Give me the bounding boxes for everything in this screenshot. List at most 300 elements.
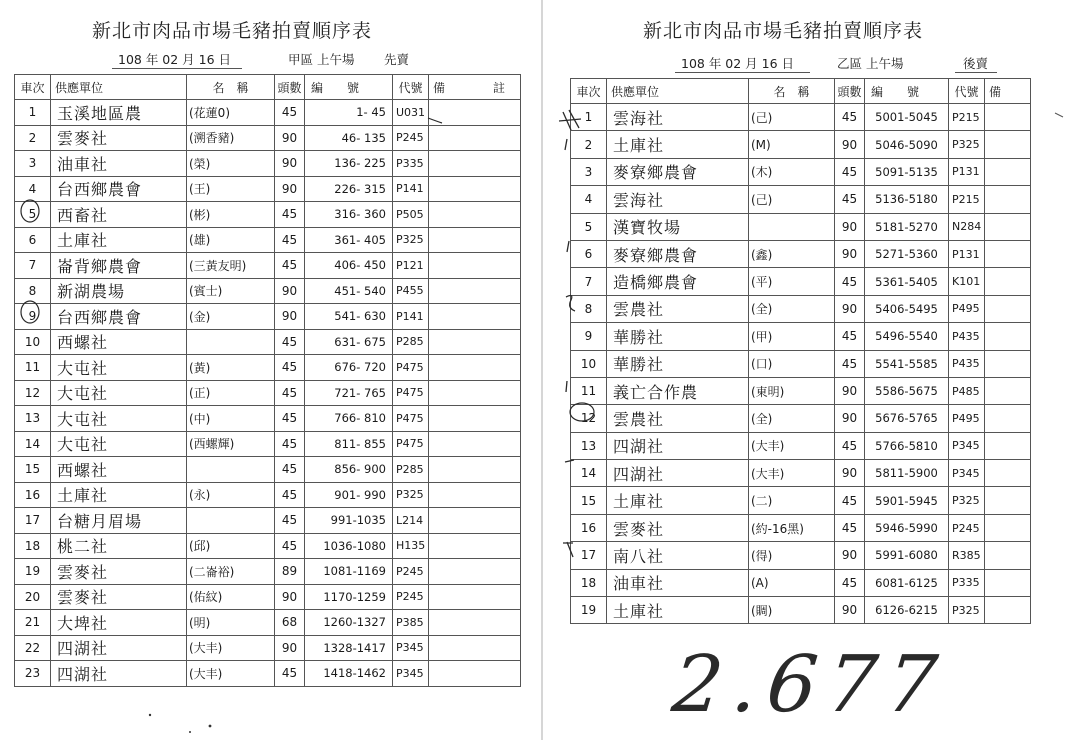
car-no-cell: 1 [15, 100, 51, 126]
car-no-cell: 17 [15, 508, 51, 534]
left-sheet [0, 0, 540, 740]
supplier-cell: 四湖社 [51, 661, 187, 687]
heads-cell: 90 [835, 295, 865, 322]
heads-cell: 45 [275, 482, 305, 508]
table-row [15, 304, 521, 330]
heads-cell: 45 [275, 661, 305, 687]
car-no-cell: 17 [571, 542, 607, 569]
supplier-cell: 華勝社 [607, 350, 749, 377]
supplier-cell: 土庫社 [607, 487, 749, 514]
supplier-cell: 四湖社 [51, 635, 187, 661]
table-row [571, 377, 1031, 404]
table-row [15, 202, 521, 228]
car-no-cell: 8 [571, 295, 607, 322]
page-fold [541, 0, 543, 740]
name-cell [187, 329, 275, 355]
number-cell: 1036-1080 [305, 533, 393, 559]
note-cell [429, 329, 521, 355]
supplier-cell: 土庫社 [607, 597, 749, 624]
table-row [15, 406, 521, 432]
name-cell: (約-16黑) [749, 514, 835, 541]
code-cell: P385 [393, 610, 429, 636]
table-row [571, 542, 1031, 569]
number-cell: 361- 405 [305, 227, 393, 253]
name-cell: (大丰) [187, 661, 275, 687]
number-cell: 5811-5900 [865, 460, 949, 487]
heads-cell: 90 [275, 125, 305, 151]
car-no-cell: 23 [15, 661, 51, 687]
code-cell: P245 [393, 559, 429, 585]
note-cell [429, 176, 521, 202]
note-cell [985, 350, 1031, 377]
car-no-cell: 22 [15, 635, 51, 661]
name-cell: (二崙裕) [187, 559, 275, 585]
table-row [15, 227, 521, 253]
number-cell: 1260-1327 [305, 610, 393, 636]
name-cell: (花蓮0) [187, 100, 275, 126]
number-cell: 5496-5540 [865, 323, 949, 350]
note-cell [985, 432, 1031, 459]
heads-cell: 45 [275, 431, 305, 457]
heads-cell: 45 [275, 100, 305, 126]
table-row [15, 100, 521, 126]
code-cell: P495 [949, 295, 985, 322]
right-table [570, 78, 1031, 624]
code-cell: P285 [393, 457, 429, 483]
heads-cell: 45 [275, 227, 305, 253]
right-date: 108 年 02 月 16 日 [681, 56, 795, 71]
table-row [15, 482, 521, 508]
supplier-cell: 造橋鄉農會 [607, 268, 749, 295]
heads-cell: 45 [275, 508, 305, 534]
code-cell: P345 [949, 432, 985, 459]
code-cell: N284 [949, 213, 985, 240]
table-row [15, 508, 521, 534]
name-cell: (平) [749, 268, 835, 295]
name-cell: (邱) [187, 533, 275, 559]
supplier-cell: 西螺社 [51, 329, 187, 355]
col-car-no: 車次 [15, 75, 51, 100]
name-cell: (正) [187, 380, 275, 406]
note-cell [985, 460, 1031, 487]
car-no-cell: 9 [571, 323, 607, 350]
note-cell [429, 457, 521, 483]
car-no-cell: 12 [15, 380, 51, 406]
code-cell: P345 [393, 661, 429, 687]
code-cell: P495 [949, 405, 985, 432]
name-cell [187, 508, 275, 534]
table-row [571, 131, 1031, 158]
code-cell: P435 [949, 350, 985, 377]
note-cell [985, 131, 1031, 158]
number-cell: 5406-5495 [865, 295, 949, 322]
name-cell: (賙) [749, 597, 835, 624]
supplier-cell: 雲麥社 [51, 559, 187, 585]
note-cell [429, 533, 521, 559]
number-cell: 5046-5090 [865, 131, 949, 158]
note-cell [429, 559, 521, 585]
code-cell: P121 [393, 253, 429, 279]
table-row [15, 355, 521, 381]
left-date: 108 年 02 月 16 日 [118, 52, 232, 67]
number-cell: 6126-6215 [865, 597, 949, 624]
number-cell: 5541-5585 [865, 350, 949, 377]
number-cell: 676- 720 [305, 355, 393, 381]
code-cell: P475 [393, 380, 429, 406]
table-row [571, 597, 1031, 624]
heads-cell: 45 [275, 355, 305, 381]
code-cell: P285 [393, 329, 429, 355]
code-cell: P485 [949, 377, 985, 404]
name-cell: (明) [187, 610, 275, 636]
car-no-cell: 6 [571, 240, 607, 267]
code-cell: P141 [393, 176, 429, 202]
left-zone: 甲區 上午場 [288, 52, 355, 67]
table-row [15, 431, 521, 457]
supplier-cell: 桃二社 [51, 533, 187, 559]
code-cell: P325 [949, 597, 985, 624]
number-cell: 136- 225 [305, 151, 393, 177]
car-no-cell: 4 [571, 186, 607, 213]
supplier-cell: 玉溪地區農 [51, 100, 187, 126]
car-no-cell: 2 [571, 131, 607, 158]
number-cell: 766- 810 [305, 406, 393, 432]
heads-cell: 90 [835, 597, 865, 624]
name-cell: (二) [749, 487, 835, 514]
code-cell: P345 [393, 635, 429, 661]
note-cell [985, 487, 1031, 514]
code-cell: P215 [949, 104, 985, 131]
car-no-cell: 7 [571, 268, 607, 295]
table-row [15, 125, 521, 151]
note-cell [985, 213, 1031, 240]
supplier-cell: 雲農社 [607, 295, 749, 322]
note-cell [429, 508, 521, 534]
car-no-cell: 3 [15, 151, 51, 177]
handwritten-total: 2.677 [668, 640, 952, 730]
heads-cell: 45 [835, 487, 865, 514]
note-cell [429, 125, 521, 151]
code-cell: P131 [949, 240, 985, 267]
number-cell: 5271-5360 [865, 240, 949, 267]
right-order: 後賣 [963, 56, 989, 71]
table-row [15, 559, 521, 585]
car-no-cell: 16 [571, 514, 607, 541]
code-cell: P215 [949, 186, 985, 213]
supplier-cell: 大屯社 [51, 380, 187, 406]
number-cell: 5901-5945 [865, 487, 949, 514]
note-cell [985, 569, 1031, 596]
car-no-cell: 18 [571, 569, 607, 596]
note-cell [985, 405, 1031, 432]
supplier-cell: 台西鄉農會 [51, 176, 187, 202]
left-date-underline [112, 68, 242, 69]
table-row [571, 240, 1031, 267]
number-cell: 6081-6125 [865, 569, 949, 596]
car-no-cell: 20 [15, 584, 51, 610]
car-no-cell: 11 [571, 377, 607, 404]
number-cell: 5361-5405 [865, 268, 949, 295]
note-cell [985, 377, 1031, 404]
name-cell: (己) [749, 186, 835, 213]
number-cell: 316- 360 [305, 202, 393, 228]
heads-cell: 90 [835, 131, 865, 158]
name-cell: (全) [749, 295, 835, 322]
table-row [571, 569, 1031, 596]
name-cell [749, 213, 835, 240]
code-cell: P475 [393, 431, 429, 457]
right-zone: 乙區 上午場 [837, 56, 904, 71]
code-cell: R385 [949, 542, 985, 569]
name-cell: (甲) [749, 323, 835, 350]
table-row [15, 584, 521, 610]
code-cell: P345 [949, 460, 985, 487]
heads-cell: 45 [835, 569, 865, 596]
name-cell: (全) [749, 405, 835, 432]
name-cell [187, 457, 275, 483]
left-table [14, 74, 521, 687]
table-row [571, 268, 1031, 295]
number-cell: 5766-5810 [865, 432, 949, 459]
code-cell: P335 [949, 569, 985, 596]
number-cell: 5586-5675 [865, 377, 949, 404]
col-code: 代號 [393, 75, 429, 100]
name-cell: (三黃友明) [187, 253, 275, 279]
code-cell: P141 [393, 304, 429, 330]
code-cell: P325 [949, 487, 985, 514]
name-cell: (木) [749, 158, 835, 185]
name-cell: (口) [749, 350, 835, 377]
left-order: 先賣 [384, 52, 410, 67]
car-no-cell: 19 [15, 559, 51, 585]
supplier-cell: 四湖社 [607, 432, 749, 459]
note-cell [985, 295, 1031, 322]
note-cell [429, 278, 521, 304]
supplier-cell: 華勝社 [607, 323, 749, 350]
table-row [15, 253, 521, 279]
col-number: 編 號 [305, 75, 393, 100]
number-cell: 1418-1462 [305, 661, 393, 687]
right-header-row [571, 79, 1031, 104]
note-cell [429, 482, 521, 508]
note-cell [985, 240, 1031, 267]
stray-mark [1055, 113, 1063, 117]
car-no-cell: 13 [15, 406, 51, 432]
car-no-cell: 8 [15, 278, 51, 304]
speck [209, 725, 212, 728]
supplier-cell: 土庫社 [51, 482, 187, 508]
heads-cell: 89 [275, 559, 305, 585]
supplier-cell: 大屯社 [51, 431, 187, 457]
supplier-cell: 崙背鄉農會 [51, 253, 187, 279]
number-cell: 1328-1417 [305, 635, 393, 661]
supplier-cell: 新湖農場 [51, 278, 187, 304]
note-cell [429, 202, 521, 228]
name-cell: (東明) [749, 377, 835, 404]
car-no-cell: 10 [571, 350, 607, 377]
name-cell: (中) [187, 406, 275, 432]
note-cell [985, 514, 1031, 541]
note-cell [985, 542, 1031, 569]
car-no-cell: 16 [15, 482, 51, 508]
number-cell: 1081-1169 [305, 559, 393, 585]
name-cell: (大丰) [749, 432, 835, 459]
car-no-cell: 14 [571, 460, 607, 487]
table-row [15, 610, 521, 636]
heads-cell: 45 [835, 432, 865, 459]
table-row [571, 158, 1031, 185]
note-cell [985, 268, 1031, 295]
heads-cell: 90 [275, 151, 305, 177]
name-cell: (己) [749, 104, 835, 131]
number-cell: 721- 765 [305, 380, 393, 406]
name-cell: (佑紋) [187, 584, 275, 610]
heads-cell: 90 [835, 542, 865, 569]
heads-cell: 90 [275, 635, 305, 661]
supplier-cell: 漢寶牧場 [607, 213, 749, 240]
supplier-cell: 土庫社 [607, 131, 749, 158]
col-note: 備 [985, 79, 1031, 104]
table-row [15, 635, 521, 661]
table-row [15, 151, 521, 177]
supplier-cell: 四湖社 [607, 460, 749, 487]
supplier-cell: 油車社 [51, 151, 187, 177]
supplier-cell: 雲麥社 [51, 584, 187, 610]
number-cell: 5136-5180 [865, 186, 949, 213]
code-cell: P335 [393, 151, 429, 177]
note-cell [985, 186, 1031, 213]
code-cell: P325 [393, 227, 429, 253]
code-cell: P505 [393, 202, 429, 228]
table-row [15, 661, 521, 687]
name-cell: (賓士) [187, 278, 275, 304]
code-cell: P245 [393, 584, 429, 610]
supplier-cell: 台西鄉農會 [51, 304, 187, 330]
table-row [15, 329, 521, 355]
right-sheet [545, 0, 1090, 740]
supplier-cell: 麥寮鄉農會 [607, 158, 749, 185]
car-no-cell: 7 [15, 253, 51, 279]
number-cell: 5181-5270 [865, 213, 949, 240]
supplier-cell: 西畜社 [51, 202, 187, 228]
name-cell: (西螺輝) [187, 431, 275, 457]
supplier-cell: 雲海社 [607, 104, 749, 131]
right-date-underline [675, 72, 810, 73]
speck [149, 714, 151, 716]
code-cell: P245 [393, 125, 429, 151]
car-no-cell: 12 [571, 405, 607, 432]
speck [189, 731, 191, 733]
number-cell: 856- 900 [305, 457, 393, 483]
heads-cell: 90 [835, 460, 865, 487]
table-row [571, 487, 1031, 514]
note-cell [985, 104, 1031, 131]
number-cell: 541- 630 [305, 304, 393, 330]
car-no-cell: 21 [15, 610, 51, 636]
col-heads: 頭數 [835, 79, 865, 104]
table-row [571, 213, 1031, 240]
table-row [15, 457, 521, 483]
table-row [571, 432, 1031, 459]
supplier-cell: 大屯社 [51, 355, 187, 381]
heads-cell: 45 [275, 406, 305, 432]
car-no-cell: 3 [571, 158, 607, 185]
name-cell: (A) [749, 569, 835, 596]
name-cell: (大丰) [187, 635, 275, 661]
table-row [15, 176, 521, 202]
code-cell: L214 [393, 508, 429, 534]
number-cell: 991-1035 [305, 508, 393, 534]
number-cell: 406- 450 [305, 253, 393, 279]
car-no-cell: 13 [571, 432, 607, 459]
heads-cell: 45 [835, 350, 865, 377]
number-cell: 1- 45 [305, 100, 393, 126]
number-cell: 631- 675 [305, 329, 393, 355]
table-row [15, 533, 521, 559]
car-no-cell: 4 [15, 176, 51, 202]
supplier-cell: 油車社 [607, 569, 749, 596]
name-cell: (大丰) [749, 460, 835, 487]
table-row [15, 278, 521, 304]
heads-cell: 90 [835, 240, 865, 267]
note-cell [429, 380, 521, 406]
code-cell: U031 [393, 100, 429, 126]
table-row [571, 186, 1031, 213]
heads-cell: 45 [275, 533, 305, 559]
heads-cell: 90 [275, 278, 305, 304]
col-name: 名 稱 [749, 79, 835, 104]
supplier-cell: 雲農社 [607, 405, 749, 432]
heads-cell: 45 [835, 104, 865, 131]
note-cell [429, 610, 521, 636]
supplier-cell: 台糖月眉場 [51, 508, 187, 534]
heads-cell: 45 [835, 323, 865, 350]
supplier-cell: 雲麥社 [51, 125, 187, 151]
table-row [571, 350, 1031, 377]
heads-cell: 90 [835, 405, 865, 432]
col-heads: 頭數 [275, 75, 305, 100]
name-cell: (金) [187, 304, 275, 330]
car-no-cell: 10 [15, 329, 51, 355]
car-no-cell: 1 [571, 104, 607, 131]
number-cell: 1170-1259 [305, 584, 393, 610]
left-title: 新北市肉品市場毛豬拍賣順序表 [92, 20, 373, 42]
note-cell [985, 597, 1031, 624]
note-cell [429, 661, 521, 687]
col-supplier: 供應單位 [607, 79, 749, 104]
tick-mark [565, 139, 567, 150]
number-cell: 901- 990 [305, 482, 393, 508]
note-cell [429, 100, 521, 126]
heads-cell: 90 [275, 304, 305, 330]
code-cell: P245 [949, 514, 985, 541]
note-cell [429, 355, 521, 381]
number-cell: 5001-5045 [865, 104, 949, 131]
supplier-cell: 麥寮鄉農會 [607, 240, 749, 267]
code-cell: P455 [393, 278, 429, 304]
col-code: 代號 [949, 79, 985, 104]
col-name: 名 稱 [187, 75, 275, 100]
supplier-cell: 雲海社 [607, 186, 749, 213]
car-no-cell: 2 [15, 125, 51, 151]
right-title: 新北市肉品市場毛豬拍賣順序表 [643, 20, 924, 42]
supplier-cell: 義亡合作農 [607, 377, 749, 404]
note-cell [429, 253, 521, 279]
name-cell: (鑫) [749, 240, 835, 267]
note-cell [429, 635, 521, 661]
heads-cell: 68 [275, 610, 305, 636]
code-cell: P131 [949, 158, 985, 185]
